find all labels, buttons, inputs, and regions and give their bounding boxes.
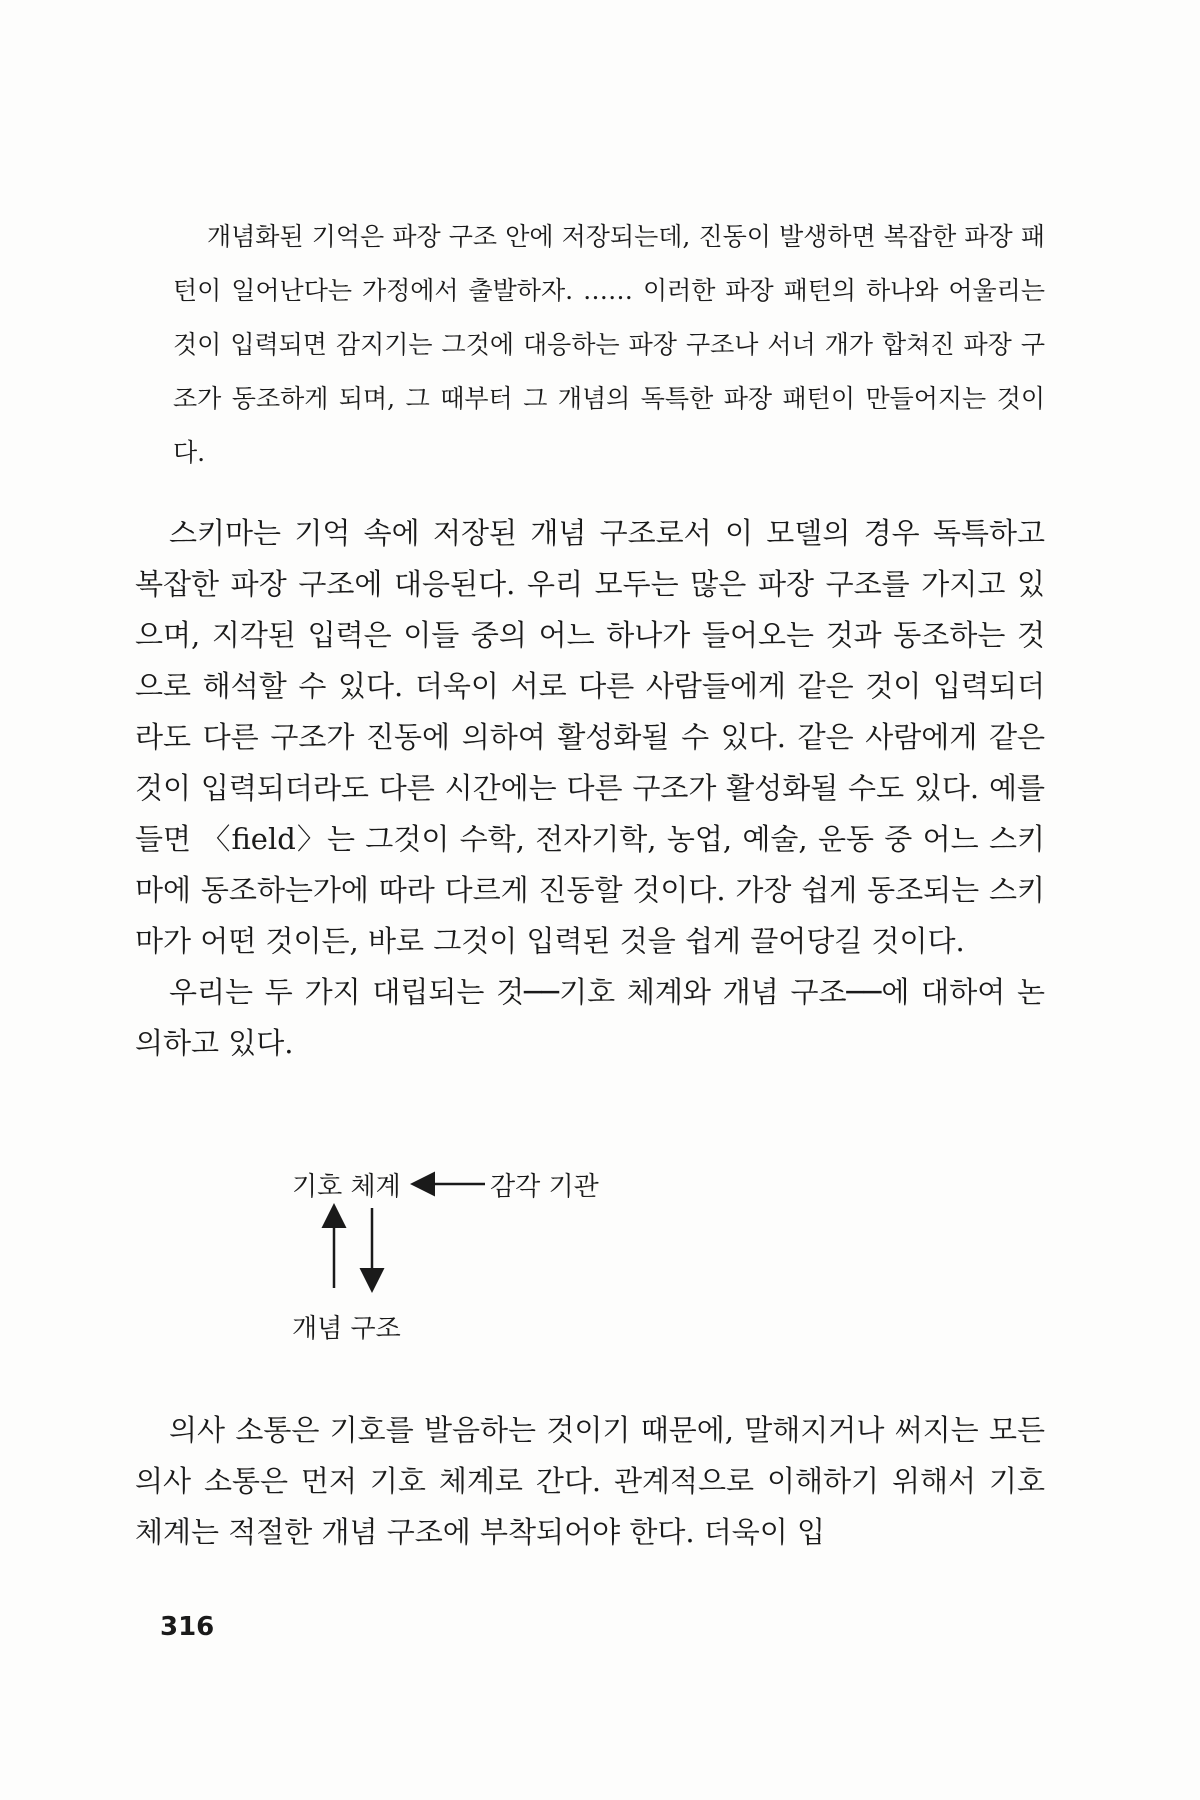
page-number: 316 <box>160 1612 215 1642</box>
diagram-node-sense-organ: 감각 기관 <box>490 1172 599 1202</box>
body-paragraph-opposition: 우리는 두 가지 대립되는 것──기호 체계와 개념 구조──에 대하여 논의하고 있다. <box>135 975 1045 1060</box>
diagram-node-concept-structure: 개념 구조 <box>292 1314 401 1344</box>
quote-paragraph: 개념화된 기억은 파장 구조 안에 저장되는데, 진동이 발생하면 복잡한 파장 패턴이 일어난다는 가정에서 출발하자. …… 이러한 파장 패턴의 하나와 어울리는 것이 입력되면 감지기는 그것에 대응하는 파장 구조나 서너 개가 합쳐진 파장 구조가 동조하게 되며, 그 때부터 그 개념의 독특한 파장 패턴이 만들어지는 것이다. <box>173 222 1045 467</box>
body-text-block <box>135 508 1045 1069</box>
diagram-node-symbol-system: 기호 체계 <box>292 1172 401 1202</box>
body-paragraph-schema: 스키마는 기억 속에 저장된 개념 구조로서 이 모델의 경우 독특하고 복잡한 파장 구조에 대응된다. 우리 모두는 많은 파장 구조를 가지고 있으며, 지각된 입력은 이들 중의 어느 하나가 들어오는 것과 동조하는 것으로 해석할 수 있다. 더욱이 서로 다른 사람들에게 같은 것이 입력되더라도 다른 구조가 진동에 의하여 활성화될 수 있다. 같은 사람에게 같은 것이 입력되더라도 다른 시간에는 다른 구조가 활성화될 수도 있다. 예를 들면 〈field〉는 그것이 수학, 전자기학, 농업, 예술, 운동 중 어느 스키마에 동조하는가에 따라 다르게 진동할 것이다. 가장 쉽게 동조되는 스키마가 어떤 것이든, 바로 그것이 입력된 것을 쉽게 끌어당길 것이다. <box>135 516 1045 958</box>
block-quote <box>173 210 1045 480</box>
body-text-block-continued <box>135 1405 1045 1558</box>
body-paragraph-communication: 의사 소통은 기호를 발음하는 것이기 때문에, 말해지거나 써지는 모든 의사 소통은 먼저 기호 체계로 간다. 관계적으로 이해하기 위해서 기호 체계는 적절한 개념 구조에 부착되어야 한다. 더욱이 입 <box>135 1413 1045 1549</box>
symbol-concept-diagram <box>280 1160 780 1360</box>
